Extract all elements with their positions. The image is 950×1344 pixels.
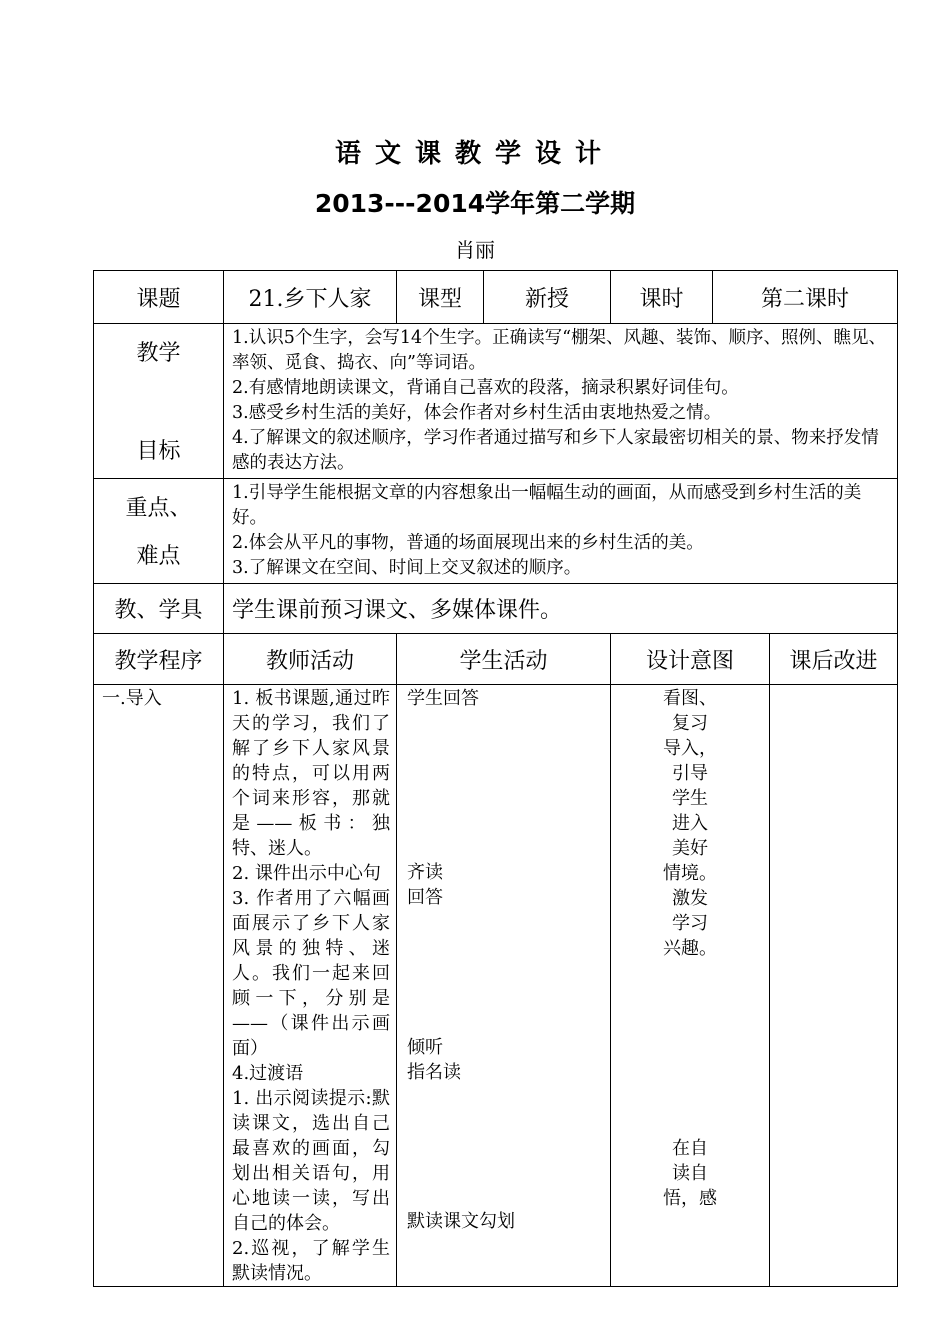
- topic-label: 课题: [94, 271, 224, 324]
- teacher-step: 2.巡视，了解学生默读情况。: [232, 1238, 390, 1284]
- student-activity: 倾听: [407, 1037, 443, 1058]
- intent-line: 进入: [672, 813, 709, 834]
- intent-line: 引导: [672, 763, 709, 784]
- process-col-improve: 课后改进: [770, 634, 898, 685]
- intent-line: 兴趣。: [663, 938, 718, 959]
- student-activity: 指名读: [407, 1062, 461, 1083]
- intent-line: 导入，: [663, 738, 718, 759]
- intent-line: 看图、: [663, 688, 718, 709]
- period-value: 第二课时: [713, 271, 898, 324]
- teacher-step: 1. 板书课题,通过昨天的学习，我们了解了乡下人家风景的特点，可以用两个词来形容，那就是——板书：独特、迷人。: [232, 688, 390, 859]
- intent-line: 学习: [672, 913, 709, 934]
- process-header-row: [94, 634, 898, 685]
- document-title: 语文课教学设计: [334, 139, 615, 169]
- key-point-item: 1.引导学生能根据文章的内容想象出一幅幅生动的画面，从而感受到乡村生活的美好。: [232, 483, 862, 528]
- type-value: 新授: [484, 271, 611, 324]
- intent-line: 读自: [672, 1163, 709, 1184]
- process-col-stage: 教学程序: [94, 634, 224, 685]
- key-points-label-bottom: 难点: [136, 544, 181, 569]
- objective-item: 3.感受乡村生活的美好，体会作者对乡村生活由衷地热爱之情。: [232, 403, 722, 423]
- period-label: 课时: [611, 271, 713, 324]
- intent-line: 情境。: [663, 863, 718, 884]
- process-body-row: [94, 685, 898, 1287]
- objectives-row: [94, 324, 898, 479]
- student-activity: 齐读: [407, 862, 443, 883]
- objective-item: 4.了解课文的叙述顺序，学习作者通过描写和乡下人家最密切相关的景、物来抒发情感的表达方法。: [232, 428, 879, 473]
- student-activity: 默读课文勾划: [407, 1211, 515, 1232]
- process-col-student: 学生活动: [397, 634, 611, 685]
- teacher-step: 3. 作者用了六幅画面展示了乡下人家风景的独特、迷人。我们一起来回顾一下，分别是——（课件出示画面）: [232, 888, 390, 1059]
- objectives-content: [224, 324, 898, 479]
- type-label: 课型: [397, 271, 484, 324]
- intent-line: 美好: [672, 838, 709, 859]
- student-activity: 回答: [407, 887, 443, 908]
- teacher-step: 2. 课件出示中心句: [232, 863, 381, 884]
- objectives-label-bottom: 目标: [136, 439, 181, 464]
- process-col-teacher: 教师活动: [224, 634, 397, 685]
- key-point-item: 2.体会从平凡的事物，普通的场面展现出来的乡村生活的美。: [232, 533, 704, 553]
- teacher-activities: [224, 685, 397, 1287]
- objective-item: 2.有感情地朗读课文，背诵自己喜欢的段落，摘录积累好词佳句。: [232, 378, 739, 398]
- author-name: 肖丽: [455, 238, 495, 262]
- teacher-step: 1. 出示阅读提示:默读课文，选出自己最喜欢的画面，勾划出相关语句，用心地读一读，写出自己的体会。: [232, 1088, 390, 1234]
- intent-line: 在自: [672, 1138, 709, 1159]
- key-points-label-top: 重点、: [125, 496, 192, 521]
- objectives-label: [94, 324, 224, 479]
- design-intent: [611, 685, 770, 1287]
- intent-line: 复习: [672, 713, 709, 734]
- objectives-label-top: 教学: [136, 341, 181, 366]
- lesson-plan-table: [93, 270, 898, 1287]
- key-point-item: 3.了解课文在空间、时间上交叉叙述的顺序。: [232, 558, 582, 578]
- intent-line: 激发: [672, 888, 709, 909]
- key-points-content: [224, 479, 898, 584]
- header-row: [94, 271, 898, 324]
- key-points-label: [94, 479, 224, 584]
- intent-line: 学生: [672, 788, 709, 809]
- process-col-intent: 设计意图: [611, 634, 770, 685]
- student-activity: 学生回答: [407, 688, 479, 709]
- topic-value: 21.乡下人家: [224, 271, 397, 324]
- intent-spacer: [611, 961, 769, 1136]
- tools-label: 教、学具: [94, 584, 224, 634]
- tools-row: [94, 584, 898, 634]
- post-class-improvement: [770, 685, 898, 1287]
- intent-line: 悟，感: [663, 1188, 718, 1209]
- student-activities: [397, 685, 611, 1287]
- key-points-row: [94, 479, 898, 584]
- objective-item: 1.认识5个生字，会写14个生字。正确读写“棚架、风趣、装饰、顺序、照例、瞧见、率领、觅食、捣衣、向”等词语。: [232, 328, 887, 373]
- teacher-step: 4.过渡语: [232, 1063, 304, 1084]
- tools-value: 学生课前预习课文、多媒体课件。: [224, 584, 898, 634]
- semester-subtitle: 2013---2014学年第二学期: [314, 189, 636, 218]
- process-stage: 一.导入: [94, 685, 224, 1287]
